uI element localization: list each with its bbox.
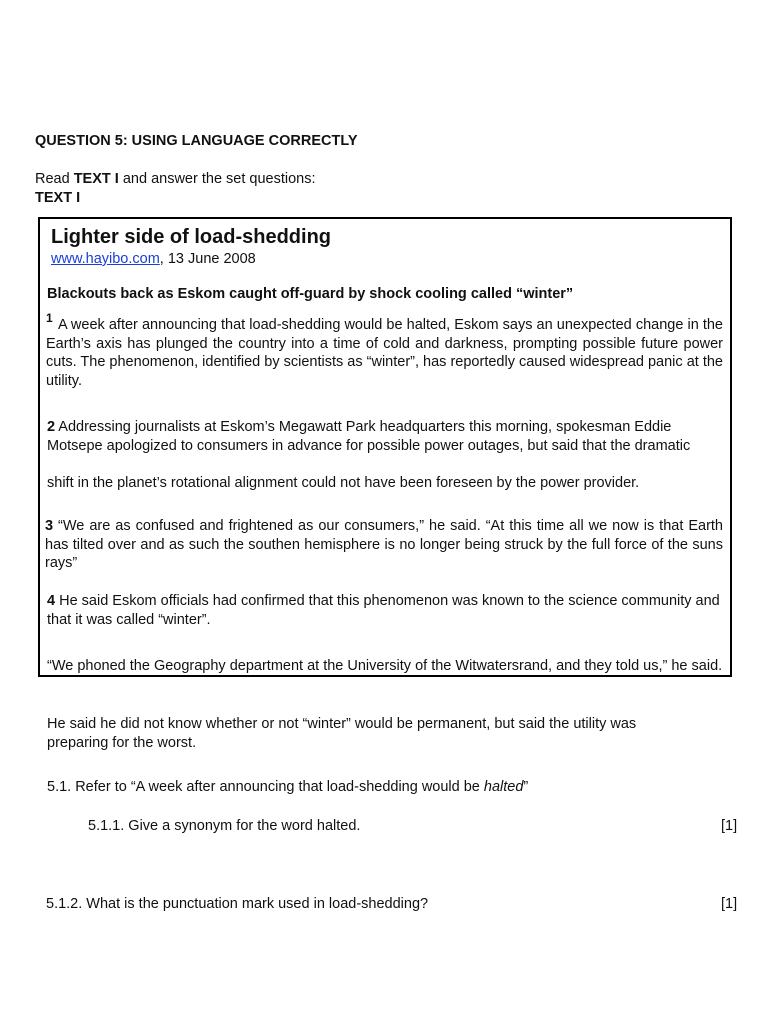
article-title: Lighter side of load-shedding [51,226,331,248]
article-source [51,251,256,267]
question-5-1-2-mark: [1] [721,896,738,912]
paragraph-3 [45,517,723,573]
read-instruction [35,171,316,187]
paragraph-6: He said he did not know whether or not “winter” would be permanent, but said the utility was preparing for the worst. [47,716,637,751]
question-5-1-1: 5.1.1. Give a synonym for the word halted. [88,818,361,834]
question-5-1-1-mark: [1] [721,818,738,834]
question-heading: QUESTION 5: USING LANGUAGE CORRECTLY [35,133,358,149]
question-prefix: 5.1. Refer to “A week after announcing that load-shedding would be [47,779,484,795]
paragraph-number: 2 [47,419,56,435]
paragraph-text: Addressing journalists at Eskom’s Megawatt Park headquarters this morning, spokesman Eddie [55,419,672,435]
paragraph-number: 4 [47,593,56,609]
question-5-1-2: 5.1.2. What is the punctuation mark used in load-shedding? [46,896,429,912]
paragraph-number: 3 [45,518,54,534]
paragraph-text: “We are as confused and frightened as our consumers,” he said. “At this time all we now is that Earth has tilted over and as such the southen hemisphere is no longer being struck by the full force of the suns rays” [45,518,723,571]
read-text-ref: TEXT I [73,171,119,187]
paragraph-2-continued: shift in the planet’s rotational alignment could not have been foreseen by the power provider. [47,475,640,491]
paragraph-1 [46,311,723,390]
paragraph-text: A week after announcing that load-shedding would be halted, Eskom says an unexpected change in the Earth’s axis has plunged the country into a time of cold and darkness, prompting possible future power cuts. The phenomenon, identified by scientists as “winter”, has reportedly caused widespread panic at the utility. [46,317,723,389]
paragraph-line: Motsepe apologized to consumers in advance for possible power outages, but said that the dramatic [47,437,691,454]
source-link[interactable]: www.hayibo.com [51,251,160,267]
text-label: TEXT I [35,190,81,206]
paragraph-number: 1 [46,311,53,325]
paragraph-5: “We phoned the Geography department at the University of the Witwatersrand, and they told us,” he said. [47,658,723,674]
question-italic-word: halted [483,779,524,795]
question-5-1 [47,779,528,795]
read-suffix: and answer the set questions: [118,171,316,187]
paragraph-4 [47,592,737,629]
question-suffix: ” [523,779,529,795]
paragraph-2 [47,418,737,455]
read-prefix: Read [35,171,74,187]
article-subheading: Blackouts back as Eskom caught off-guard by shock cooling called “winter” [47,286,574,302]
paragraph-line [47,418,737,437]
source-date: , 13 June 2008 [159,251,256,267]
paragraph-text: He said Eskom officials had confirmed that this phenomenon was known to the science community and that it was called “winter”. [47,593,720,628]
